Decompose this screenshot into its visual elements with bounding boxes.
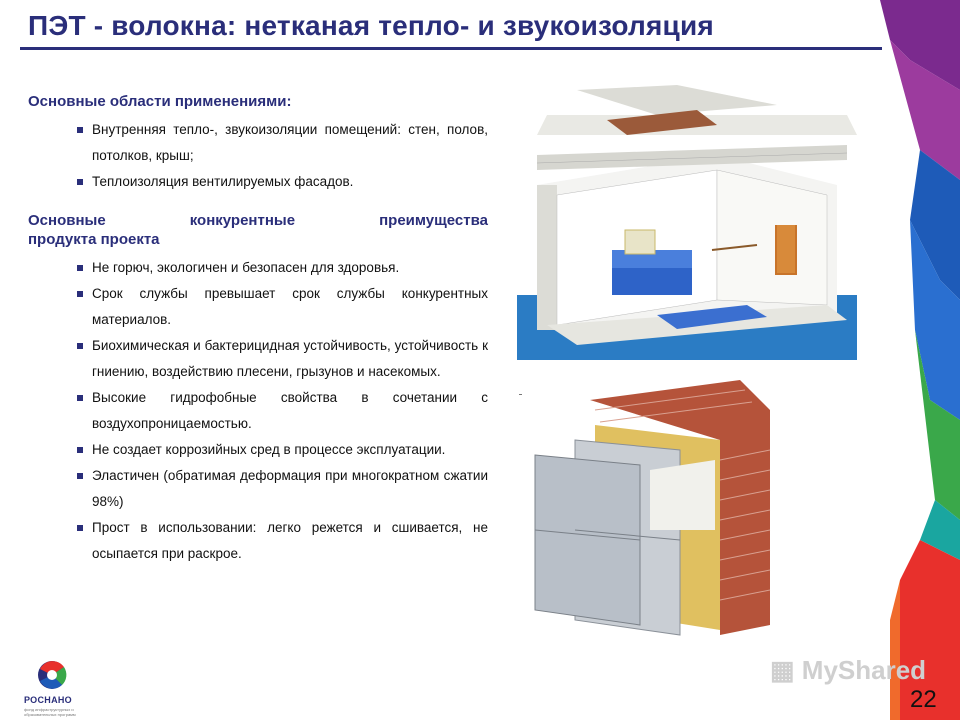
list-item: Прост в использовании: легко режется и сшивается, не осыпается при раскрое.	[28, 515, 488, 567]
decorative-color-band	[880, 0, 960, 720]
list-item: Не горюч, экологичен и безопасен для здоровья.	[28, 255, 488, 281]
logo-subtitle: фонд инфраструктурных и образовательных программ	[24, 707, 76, 717]
section-heading-advantages	[28, 211, 488, 249]
list-item: Высокие гидрофобные свойства в сочетании с воздухопроницаемостью.	[28, 385, 488, 437]
section-heading-applications: Основные области применениями:	[28, 93, 292, 110]
slide-title: ПЭТ - волокна: нетканая тепло- и звукоизоляция	[28, 10, 714, 41]
page-number: 22	[910, 686, 937, 713]
logo-name: РОСНАНО	[24, 695, 72, 705]
list-item: Теплоизоляция вентилируемых фасадов.	[28, 169, 488, 195]
advantages-list	[28, 255, 488, 567]
watermark-icon: ▦	[770, 655, 802, 685]
room-insulation-illustration	[517, 85, 857, 360]
advantages-heading-line2: продукта проекта	[28, 231, 160, 248]
facade-insulation-illustration	[520, 380, 790, 645]
divider-mark	[519, 394, 522, 395]
rosnano-logo-icon	[32, 657, 72, 695]
list-item: Внутренняя тепло-, звукоизоляции помещений: стен, полов, потолков, крыш;	[28, 117, 488, 169]
watermark	[770, 655, 926, 686]
text-column	[28, 92, 488, 567]
applications-list	[28, 117, 488, 195]
rosnano-logo	[20, 655, 80, 717]
advantages-heading-line1: Основные конкурентные преимущества	[28, 212, 488, 229]
list-item: Срок службы превышает срок службы конкурентных материалов.	[28, 281, 488, 333]
list-item: Не создает коррозийных сред в процессе эксплуатации.	[28, 437, 488, 463]
list-item: Биохимическая и бактерицидная устойчивость, устойчивость к гниению, воздействию плесени, грызунов и насекомых.	[28, 333, 488, 385]
watermark-text: MyShared	[801, 655, 927, 685]
list-item: Эластичен (обратимая деформация при многократном сжатии 98%)	[28, 463, 488, 515]
title-rule	[20, 47, 882, 50]
